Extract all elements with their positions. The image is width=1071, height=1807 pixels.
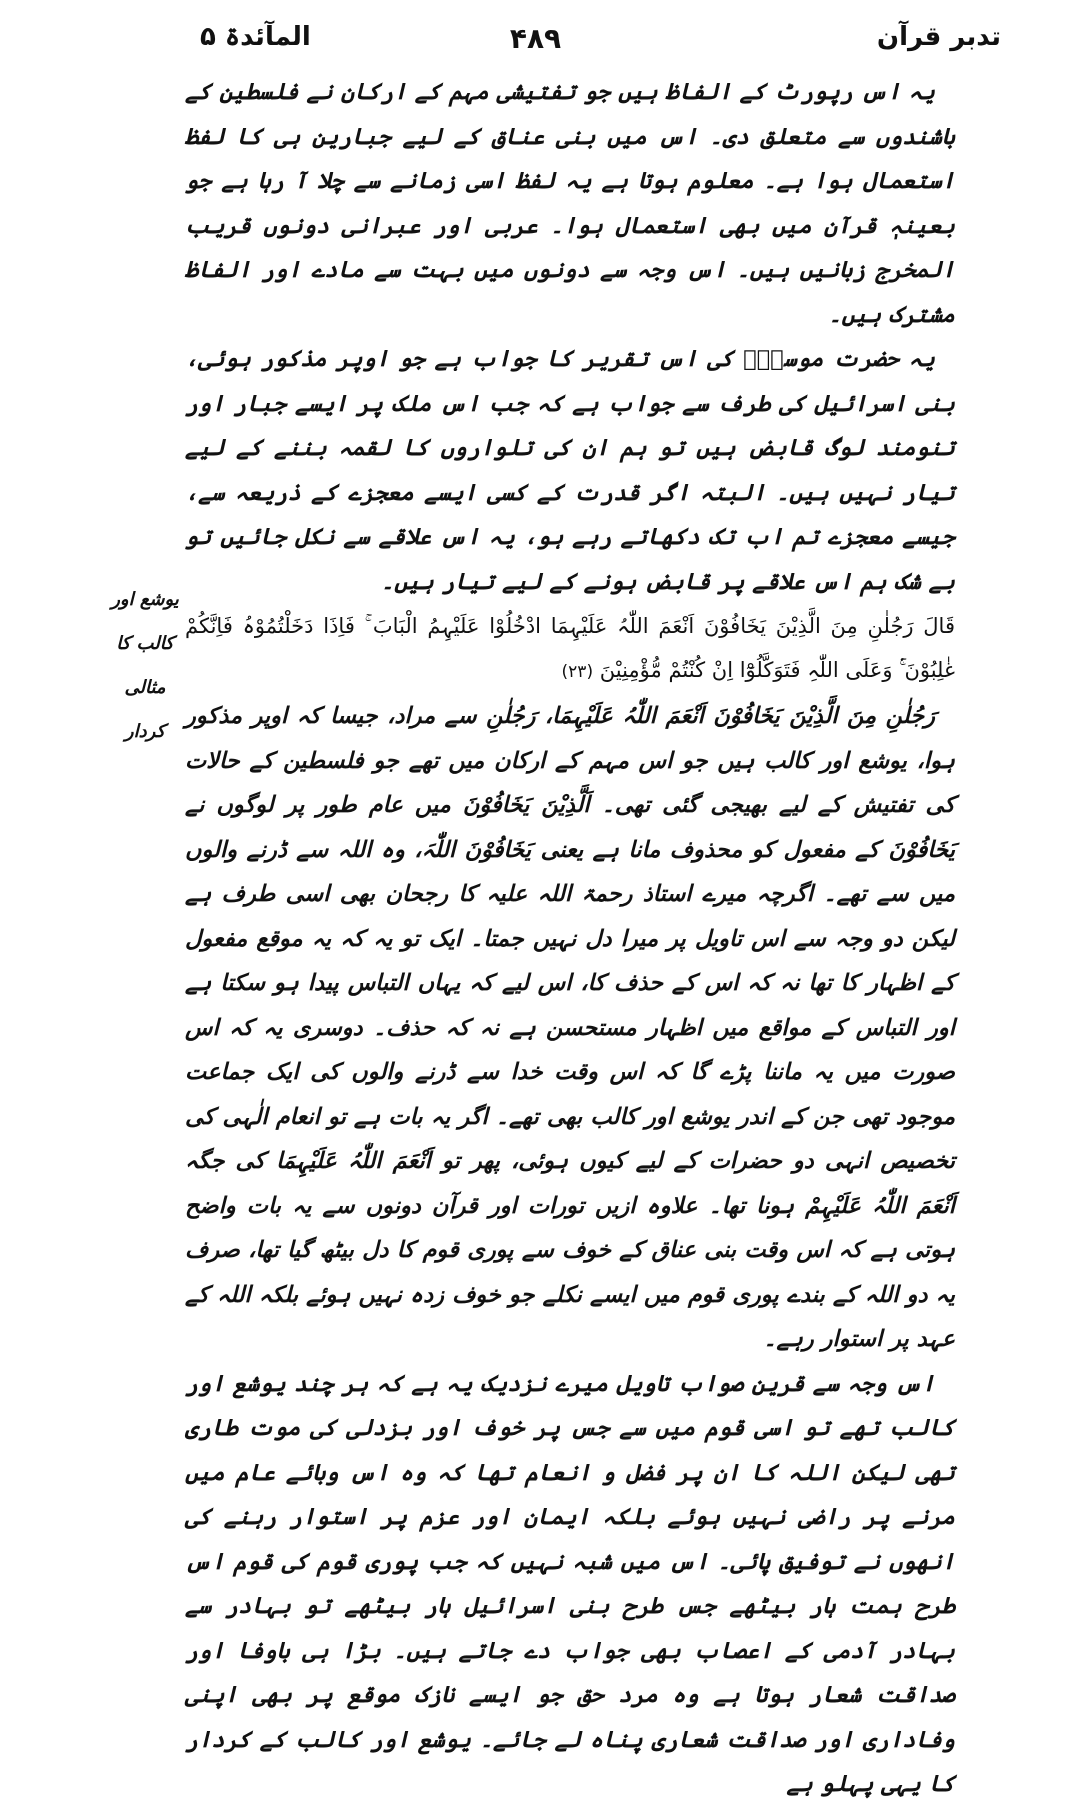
page-header [0, 14, 1071, 64]
quran-verse [185, 604, 955, 694]
commentary-2: اس وجہ سے قرین صواب تاویل میرے نزدیک یہ ہے کہ ہر چند یوشع اور کالب تھے تو اسی قوم میں سے جس پر خوف اور بزدلی کی موت طاری تھی لیکن اللہ کا ان پر فضل و انعام تھا کہ وہ اس وبائے عام میں مرنے پر راضی نہیں ہوئے بلکہ ایمان اور عزم پر استوار رہنے کی انھوں نے توفیق پائی۔ اس میں شبہ نہیں کہ جب پوری قوم کی قوم اس طرح ہمت ہار بیٹھے جس طرح بنی اسرائیل ہار بیٹھے تو بہادر سے بہادر آدمی کے اعصاب بھی جواب دے جاتے ہیں۔ بڑا ہی باوفا اور صداقت شعار ہوتا ہے وہ مرد حق جو ایسے نازک موقع پر بھی اپنی وفاداری اور صداقت شعاری پناہ لے جائے۔ یوشع اور کالب کے کردار کا یہی پہلو ہے [185, 1370, 955, 1797]
surah-name: المآئدۃ ۵ [200, 22, 311, 52]
commentary-1: رَجُلٰنِ مِنَ الَّذِیْنَ یَخَافُوْنَ اَنْعَمَ اللّٰہُ عَلَیْہِمَا، رَجُلٰنِ سے مراد، جیسا کہ اوپر مذکور ہوا، یوشع اور کالب ہیں جو اس مہم کے ارکان میں تھے جو فلسطین کے حالات کی تفتیش کے لیے بھیجی گئی تھی۔ اَلَّذِیْنَ یَخَافُوْنَ میں عام طور پر لوگوں نے یَخَافُوْنَ کے مفعول کو محذوف مانا ہے یعنی یَخَافُوْنَ اللّٰہَ، وہ اللہ سے ڈرنے والوں میں سے تھے۔ اگرچہ میرے استاذ رحمۃ اللہ علیہ کا رجحان بھی اسی طرف ہے لیکن دو وجہ سے اس تاویل پر میرا دل نہیں جمتا۔ ایک تو یہ کہ یہ موقع مفعول کے اظہار کا تھا نہ کہ اس کے حذف کا، اس لیے کہ یہاں التباس پیدا ہو سکتا ہے اور التباس کے مواقع میں اظہار مستحسن ہے نہ کہ حذف۔ دوسری یہ کہ اس صورت میں یہ ماننا پڑے گا کہ اس وقت خدا سے ڈرنے والوں کی ایک جماعت موجود تھی جن کے اندر یوشع اور کالب بھی تھے۔ اگر یہ بات ہے تو انعام الٰہی کی تخصیص انہی دو حضرات کے لیے کیوں ہوئی، پھر تو اَنْعَمَ اللّٰہُ عَلَیْہِمَا کی جگہ اَنْعَمَ اللّٰہُ عَلَیْہِمْ ہونا تھا۔ علاوہ ازیں تورات اور قرآن دونوں سے یہ بات واضح ہوتی ہے کہ اس وقت بنی عناق کے خوف سے پوری قوم کا دل بیٹھ گیا تھا، صرف یہ دو اللہ کے بندے پوری قوم میں ایسے نکلے جو خوف زدہ نہیں ہوئے بلکہ اللہ کے عہد پر استوار رہے۔ [185, 703, 955, 1352]
verse-number: (۲۳) [561, 662, 594, 682]
margin-note: یوشع اور کالب کا مثالی کردار [111, 589, 179, 742]
main-text [185, 70, 955, 1807]
book-title: تدبر قرآن [876, 22, 1001, 52]
verse-text: قَالَ رَجُلٰنِ مِنَ الَّذِیْنَ یَخَافُوْنَ اَنْعَمَ اللّٰہُ عَلَیْہِمَا ادْخُلُوْا عَلَیْہِمُ الْبَابَ ۚ فَاِذَا دَخَلْتُمُوْہُ فَاِنَّکُمْ غٰلِبُوْنَ ۚ۬ وَعَلَی اللّٰہِ فَتَوَکَّلُوْٓا اِنْ کُنْتُمْ مُّؤْمِنِیْنَ [185, 614, 955, 682]
page-number: ۴۸۹ [509, 22, 562, 55]
paragraph-2: یہ حضرت موسیٰؑ کی اس تقریر کا جواب ہے جو اوپر مذکور ہوئی، بنی اسرائیل کی طرف سے جواب ہے کہ جب اس ملک پر ایسے جبار اور تنومند لوگ قابض ہیں تو ہم ان کی تلواروں کا لقمہ بننے کے لیے تیار نہیں ہیں۔ البتہ اگر قدرت کے کسی ایسے معجزے کے ذریعہ سے، جیسے معجزے تم اب تک دکھاتے رہے ہو، یہ اس علاقے سے نکل جائیں تو بے شک ہم اس علاقے پر قابض ہونے کے لیے تیار ہیں۔ [185, 346, 955, 595]
paragraph-1: یہ اس رپورٹ کے الفاظ ہیں جو تفتیشی مہم کے ارکان نے فلسطین کے باشندوں سے متعلق دی۔ اس میں بنی عناق کے لیے جبارین ہی کا لفظ استعمال ہوا ہے۔ معلوم ہوتا ہے یہ لفظ اسی زمانے سے چلا آ رہا ہے جو بعینہٖ قرآن میں بھی استعمال ہوا۔ عربی اور عبرانی دونوں قریب المخرج زبانیں ہیں۔ اس وجہ سے دونوں میں بہت سے مادے اور الفاظ مشترک ہیں۔ [185, 79, 955, 328]
